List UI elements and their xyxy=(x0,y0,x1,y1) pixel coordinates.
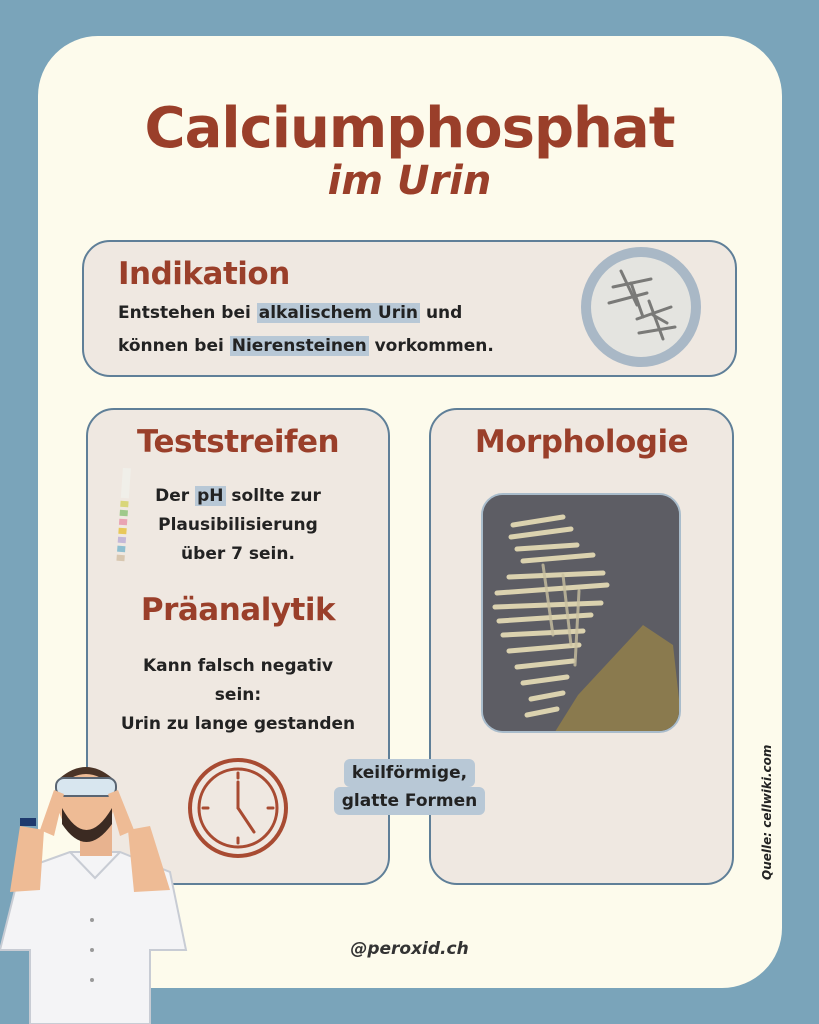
page-subtitle: im Urin xyxy=(327,158,492,204)
indikation-text-line1 xyxy=(118,298,462,328)
teststreifen-line1 xyxy=(150,482,326,511)
praeanalytik-line1: Kann falsch negativ xyxy=(143,656,333,676)
teststreifen-line3: über 7 sein. xyxy=(181,544,295,564)
wedge-crystals-icon xyxy=(483,495,681,733)
crystal-cluster-icon xyxy=(591,257,691,357)
indikation-text-b: und xyxy=(420,303,463,323)
morphologie-heading: Morphologie xyxy=(474,424,689,460)
tag-text-1: keilförmige, xyxy=(344,759,475,787)
indikation-text-a: Entstehen bei xyxy=(118,303,257,323)
indikation-text-c: können bei xyxy=(118,336,230,356)
praeanalytik-text xyxy=(86,652,390,739)
teststreifen-heading: Teststreifen xyxy=(136,424,340,460)
social-handle: @peroxid.ch xyxy=(350,939,469,959)
page-title: Calciumphosphat xyxy=(144,96,675,161)
scientist-illustration xyxy=(0,760,190,1024)
praeanalytik-heading: Präanalytik xyxy=(140,592,336,628)
indikation-text-line2 xyxy=(118,331,494,361)
praeanalytik-line2: sein: xyxy=(214,685,262,705)
ts-text-b: sollte zur xyxy=(225,486,321,506)
crystal-micro-image xyxy=(581,247,701,367)
indikation-text-d: vorkommen. xyxy=(368,336,494,356)
praeanalytik-line3: Urin zu lange gestanden xyxy=(120,714,356,734)
highlight-nierensteinen: Nierensteinen xyxy=(231,336,367,356)
indikation-heading: Indikation xyxy=(118,256,290,292)
teststreifen-line2: Plausibilisierung xyxy=(158,515,318,535)
morphologie-micro-image xyxy=(481,493,681,733)
teststreifen-text xyxy=(150,482,326,569)
highlight-alkalischem-urin: alkalischem Urin xyxy=(258,303,419,323)
highlight-ph: pH xyxy=(197,486,224,506)
source-credit: Quelle: cellwiki.com xyxy=(760,744,774,880)
ts-text-a: Der xyxy=(155,486,196,506)
tag-text-2: glatte Formen xyxy=(334,787,486,815)
